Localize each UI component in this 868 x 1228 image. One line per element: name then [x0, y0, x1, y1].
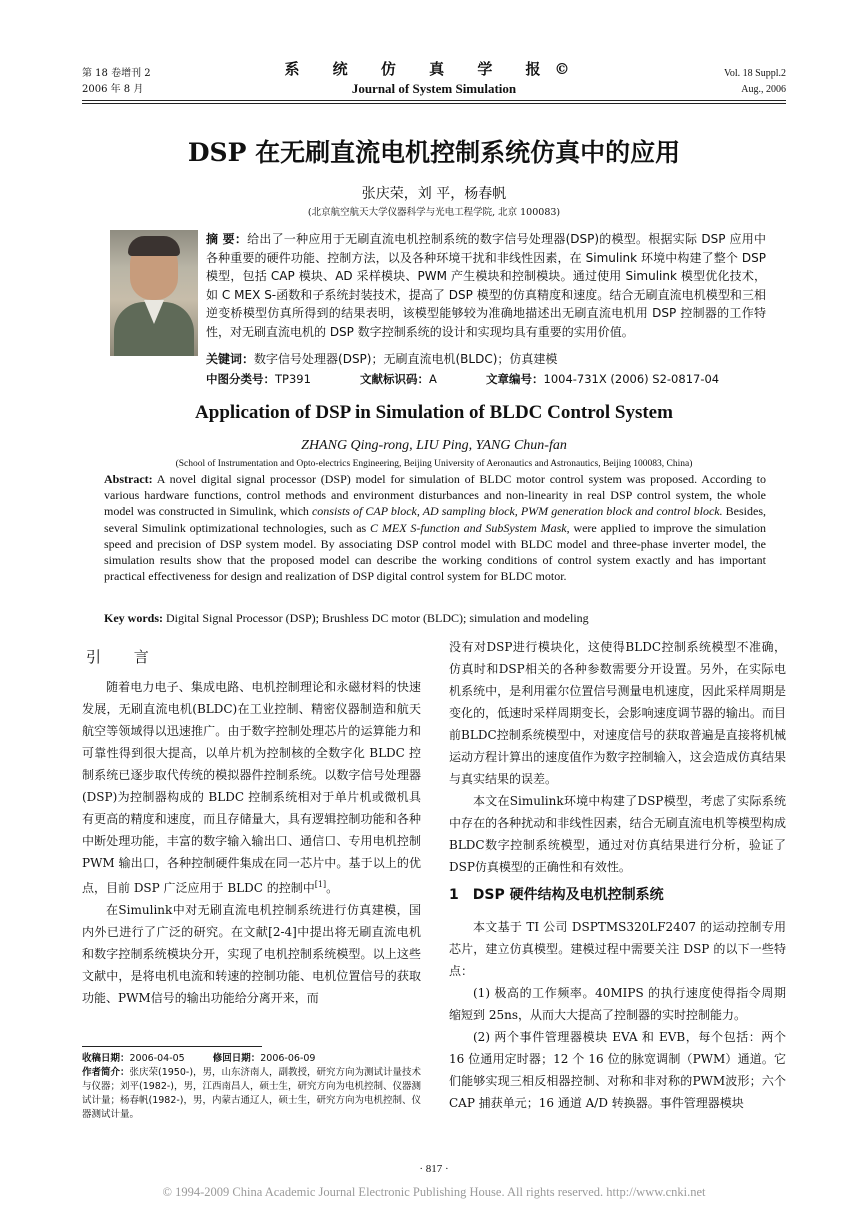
volume-info-en: [724, 66, 786, 98]
intro-heading: 引 言: [86, 648, 163, 666]
class-value: TP391: [275, 372, 311, 386]
paper-title-cn: DSP 在无刷直流电机控制系统仿真中的应用: [187, 138, 681, 167]
doc-code-label: 文献标识码：: [360, 372, 429, 386]
date-line: 2006 年 8 月: [82, 84, 144, 95]
abstract-cn-text: 给出了一种应用于无刷直流电机控制系统的数字信号处理器(DSP)的模型。根据实际 DSP 应用中各种重要的硬件功能、控制方法，以及各种环境干扰和非线性因素，在 Simulink 环境中构建了整个 DSP 模型，包括 CAP 模块、AD 采样模块、PWM 产生模块和控制模块。通过使用 Simulink 模型优化技术，如 C MEX S-函数和子系统封装技术，提高了 DSP 模型的仿真精度和速度。结合无刷直流电机模型和三相逆变桥模型仿真所得到的结果表明，该模型能够较为准确地描述出无刷直流电机用 DSP 控制器的工作特性，对无刷直流电机的 DSP 数字控制系统的设计和实现均具有重要的实用价值。: [206, 232, 766, 339]
doc-code-value: A: [429, 372, 437, 386]
received-label: 收稿日期：: [82, 1053, 130, 1064]
right-column: [449, 636, 786, 1114]
intro-paragraph-1-end: 。: [326, 881, 339, 895]
author-bio: [82, 1066, 422, 1122]
keywords-cn-label: 关键词：: [206, 352, 255, 366]
received-date: 2006-04-05: [129, 1053, 185, 1064]
abstract-en-text-3: Besides, several Simulink optimizational technologies, such as: [104, 504, 767, 535]
affiliation-cn: (北京航空航天大学仪器科学与光电工程学院, 北京 100083): [307, 207, 561, 218]
abstract-en-text-1: A novel digital signal processor (DSP) model for simulation of BLDC motor control system was proposed. According to various hardware functions, control methods and environment disturbances and non-linearity in real DSP control system, the whole model was constructed in Simulink, which: [104, 472, 766, 519]
keywords-en-text: Digital Signal Processor (DSP); Brushless DC motor (BLDC); simulation and modeling: [163, 611, 589, 625]
volume-line-en: Vol. 18 Suppl.2: [723, 68, 786, 79]
keywords-cn-text: 数字信号处理器(DSP)；无刷直流电机(BLDC)；仿真建模: [254, 352, 558, 366]
authors-en: ZHANG Qing-rong, LIU Ping, YANG Chun-fan: [301, 438, 567, 453]
header-rule-2: [82, 103, 786, 104]
section-1-paragraph-1: 本文基于 TI 公司 DSPTMS320LF2407 的运动控制专用芯片，建立仿真模型。建模过程中需要关注 DSP 的以下一些特点：: [449, 920, 786, 978]
intro-paragraph-1: [82, 676, 421, 899]
footnote-rule: [82, 1046, 262, 1047]
journal-title-en: Journal of System Simulation: [351, 81, 517, 96]
intro-paragraph-2: 在Simulink中对无刷直流电机控制系统进行仿真建模，国内外已进行了广泛的研究。在文献[2-4]中提出将无刷直流电机和数字控制系统模块分开，实现了电机控制系统模型。以上这些文献中，是将电机电流和转速的控制功能、电机位置信号的获取功能、PWM信号的输出功能给分离开来，而: [82, 903, 421, 1005]
feature-item-2: (2) 两个事件管理器模块 EVA 和 EVB，每个包括：两个 16 位通用定时器；12 个 16 位的脉宽调制（PWM）通道。它们能够实现三相反相器控制、对称和非对称的PWM波形；六个 CAP 捕获单元；16 通道 A/D 转换器。事件管理器模块: [449, 1030, 786, 1110]
abstract-en-label: Abstract:: [104, 472, 153, 486]
abstract-cn: [206, 230, 766, 342]
bio-label: 作者简介：: [82, 1067, 130, 1078]
volume-line: 第 18 卷增刊 2: [82, 68, 151, 79]
revised-date: 2006-06-09: [260, 1053, 316, 1064]
abstract-en-text-2: consists of CAP block, AD sampling block, PWM generation block and control block.: [311, 504, 723, 519]
abstract-en: [104, 471, 766, 584]
citation-1: [1]: [314, 880, 327, 889]
page-number: · 817 ·: [419, 1163, 449, 1175]
footnote: [82, 1052, 422, 1122]
affiliation-en: (School of Instrumentation and Opto-electrics Engineering, Beijing University of Aeronautics and Astronautics, Beijing 100083, China): [175, 459, 693, 469]
article-no-value: 1004-731X (2006) S2-0817-04: [543, 372, 720, 386]
abstract-cn-label: 摘 要：: [206, 232, 248, 246]
authors-cn: 张庆荣，刘 平，杨春帆: [361, 186, 507, 202]
copyright-footer: © 1994-2009 China Academic Journal Electronic Publishing House. All rights reserved. http://www.cnki.net: [162, 1185, 706, 1199]
paper-title-en: Application of DSP in Simulation of BLDC Control System: [195, 402, 673, 423]
abstract-en-text-5: , were applied to improve the simulation speed and precision of DSP system model. By associating DSP control model with BLDC model and three-phase inverter model, the simulation results show that the proposed model can describe the working conditions of control system exactly and has important practical effectiveness for design and realization of DSP digital control system for BLDC motor.: [104, 520, 766, 584]
keywords-cn: [206, 350, 766, 368]
intro-paragraph-3: 没有对DSP进行模块化，这使得BLDC控制系统模型不准确，仿真时和DSP相关的各种参数需要分开设置。另外，在实际电机系统中，是利用霍尔位置信号测量电机速度，因此采样周期是变化的，低速时采样周期变长，会影响速度调节器的输出。而目前BLDC控制系统模型中，对速度信号的获取普遍是直接将机械运动方程计算出的速度值作为数字控制输入，这会造成仿真结果与真实结果的误差。: [449, 640, 786, 786]
intro-paragraph-1-text: 随着电力电子、集成电路、电机控制理论和永磁材料的快速发展，无刷直流电机(BLDC)在工业控制、精密仪器制造和航天航空等领域得以迅速推广。由于数字控制处理芯片的运算能力和可靠性得到很大提高，以单片机为控制核的全数字化 BLDC 控制系统已逐步取代传统的模拟器件控制系统。以数字信号处理器(DSP)为控制器构成的 BLDC 控制系统相对于单片机或微机具有更高的精度和速度，而且存储量大，具有逻辑控制功能和各种中断处理功能，丰富的数字输入输出口、通信口、专用电机控制 PWM 输出口，各种控制硬件集成在同一芯片中。基于以上的优点，目前 DSP 广泛应用于 BLDC 的控制中: [82, 680, 421, 895]
author-photo: [110, 230, 198, 356]
classification-line: [206, 370, 786, 388]
article-no-label: 文章编号：: [486, 372, 544, 386]
bio-text: 张庆荣(1950-)，男，山东济南人，副教授，研究方向为测试计量技术与仪器；刘平(1982-)，男，江西南昌人，硕士生，研究方向为电机控制、仪器测试计量；杨春帆(1982-)，男，内蒙古通辽人，硕士生，研究方向为电机控制、仪器测试计量。: [82, 1067, 422, 1120]
keywords-en-label: Key words:: [104, 611, 163, 625]
intro-paragraph-4: 本文在Simulink环境中构建了DSP模型，考虑了实际系统中存在的各种扰动和非线性因素，结合无刷直流电机等模型构成BLDC数字控制系统模型，通过对仿真结果进行分析，验证了DSP仿真模型的正确性和有效性。: [449, 794, 786, 874]
date-line-en: Aug., 2006: [741, 84, 786, 95]
header-rule: [82, 100, 786, 101]
feature-item-1: (1) 极高的工作频率。40MIPS 的执行速度使得指令周期缩短到 25ns，从而大大提高了控制器的实时控制能力。: [449, 986, 786, 1022]
abstract-en-text-4: C MEX S-function and SubSystem Mask: [370, 520, 567, 535]
photo-hair: [128, 236, 180, 256]
dates-line: [82, 1052, 422, 1066]
revised-label: 修回日期：: [212, 1053, 261, 1064]
section-1-heading: 1 DSP 硬件结构及电机控制系统: [449, 887, 664, 903]
journal-title-cn: 系 统 仿 真 学 报©: [284, 60, 584, 78]
left-column: [82, 646, 421, 1009]
keywords-en: [104, 610, 766, 626]
class-label: 中图分类号：: [206, 372, 275, 386]
